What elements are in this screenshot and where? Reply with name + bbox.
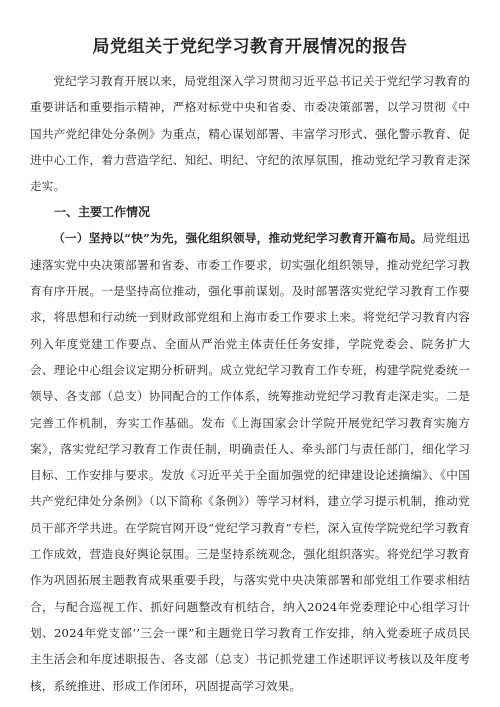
subsection-lead: （一）坚持以“快”为先，强化组织领导，推动党纪学习教育开篇布局。 (53, 231, 423, 246)
intro-paragraph: 党纪学习教育开展以来，局党组深入学习贯彻习近平总书记关于党纪学习教育的重要讲话和重要指示精神，严格对标党中央和省委、市委决策部署，以学习贯彻《中国共产党纪律处分条例》为重点，精心谋划部署、丰富学习形式、强化警示教育、促进中心工作，着力营造学纪、知纪、明纪、守纪的浓厚氛围，推动党纪学习教育走深走实。 (30, 74, 470, 194)
section-heading: 一、主要工作情况 (54, 205, 151, 220)
subsection-body: 局党组迅速落实党中央决策部署和省委、市委工作要求，切实强化组织领导，推动党纪学习教育有序开展。一是坚持高位推动，强化事前谋划。及时部署落实党纪学习教育工作要求，将思想和行动统一到财政部党组和上海市委工作要求上来。将党纪学习教育内容列入年度党建工作要点、全面从严治党主体责任任务安排，学院党委会、院务扩大会、理论中心组会议定期分析研判。成立党纪学习教育工作专班，构建学院党委统一领导、各支部（总支）协同配合的工作体系，统筹推动党纪学习教育走深走实。二是完善工作机制，夯实工作基础。发布《上海国家会计学院开展党纪学习教育实施方案》，落实党纪学习教育工作责任制，明确责任人、牵头部门与责任部门，细化学习目标、工作安排与要求。发放《习近平关于全面加强党的纪律建设论述摘编》、《中国共产党纪律处分条例》（以下简称《条例》）等学习材料，建立学习提示机制，推动党员干部齐学共进。在学院官网开设“党纪学习教育”专栏，深入宣传学院党纪学习教育工作成效，营造良好舆论氛围。三是坚持系统观念，强化组织落实。将党纪学习教育作为巩固拓展主题教育成果重要手段，与落实党中央决策部署和部党组工作要求相结合，与配合巡视工作、抓好问题整改有机结合，纳入2024年党委理论中心组学习计划、2024年党支部‘’三会一课”和主题党日学习教育工作安排，纳入党委班子成员民主生活会和年度述职报告、各支部（总支）书记抓党建工作述职评议考核以及年度考核，系统推进、形成工作闭环，巩固提高学习效果。 (30, 231, 470, 693)
subsection-paragraph (30, 225, 470, 698)
document-title: 局党组关于党纪学习教育开展情况的报告 (92, 37, 408, 57)
